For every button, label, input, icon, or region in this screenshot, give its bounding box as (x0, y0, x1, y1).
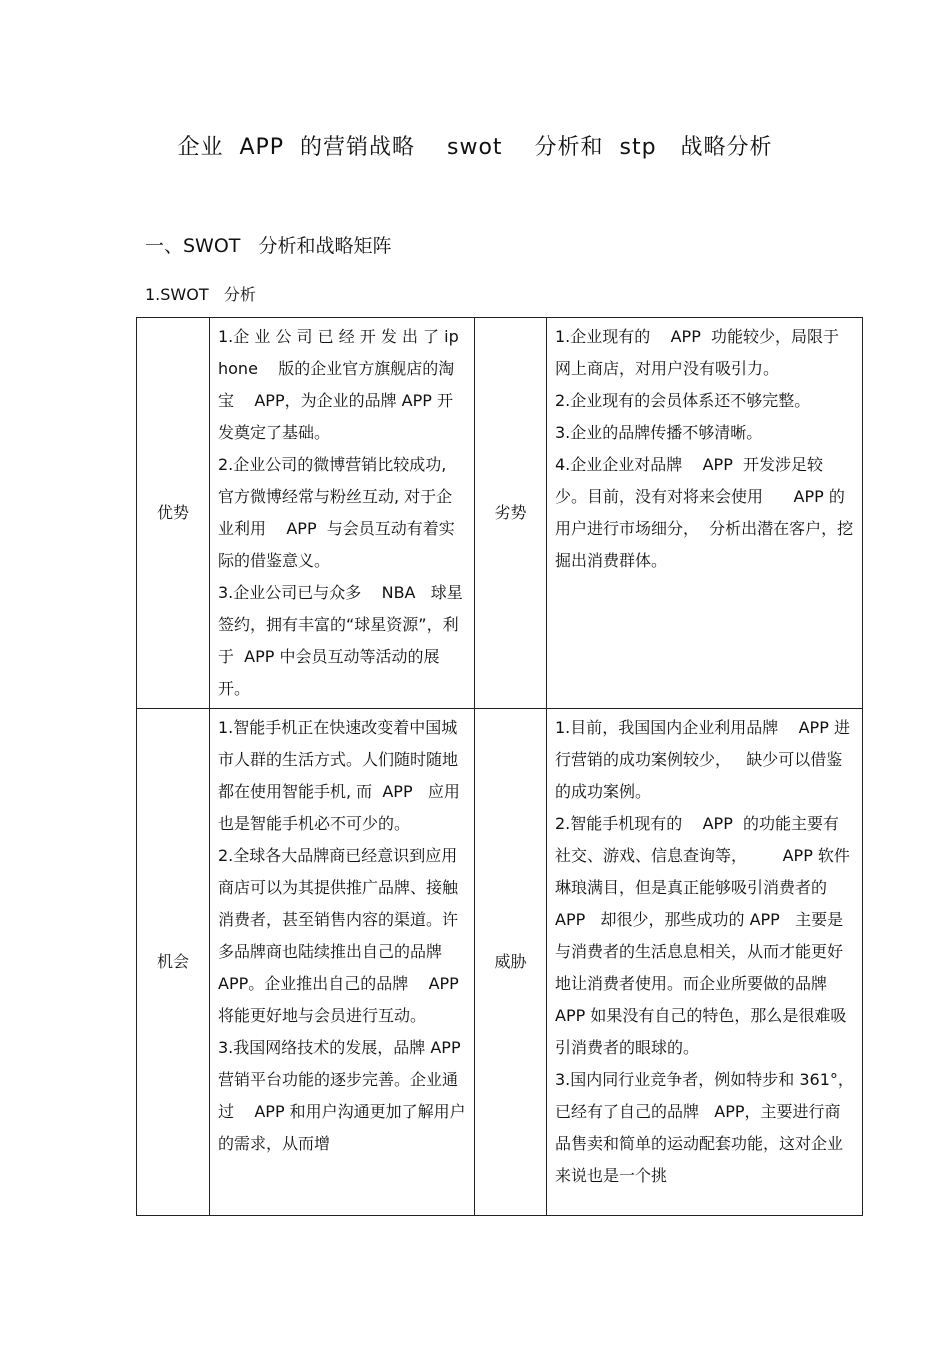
threats-cell (547, 709, 863, 1216)
opportunity-item: 1.智能手机正在快速改变着中国城市人群的生活方式。人们随时随地都在使用智能手机, 而 APP 应用也是智能手机必不可少的。 (218, 718, 460, 833)
weaknesses-cell (547, 318, 863, 709)
strength-item: 2.企业公司的微博营销比较成功, 官方微博经常与粉丝互动, 对于企业利用 APP 与会员互动有着实际的借鉴意义。 (218, 455, 455, 570)
threat-item: 3.国内同行业竞争者，例如特步和 361°，已经有了自己的品牌 APP，主要进行商品售卖和简单的运动配套功能，这对企业来说也是一个挑 (555, 1070, 854, 1185)
subsection-heading: 1.SWOT 分析 (145, 285, 256, 304)
strengths-label: 优势 (137, 318, 210, 709)
threats-label: 威胁 (475, 709, 547, 1216)
opportunity-item: 3.我国网络技术的发展，品牌 APP 营销平台功能的逐步完善。企业通过 APP 和用户沟通更加了解用户的需求，从而增 (218, 1038, 476, 1153)
opportunities-cell (210, 709, 475, 1216)
weakness-item: 3.企业的品牌传播不够清晰。 (555, 423, 763, 442)
swot-row-internal (137, 318, 863, 709)
opportunity-item: 2.全球各大品牌商已经意识到应用商店可以为其提供推广品牌、接触消费者，甚至销售内容的渠道。许多品牌商也陆续推出自己的品牌 APP。企业推出自己的品牌 APP 将能更好地与会员进行互动。 (218, 846, 475, 1025)
opportunities-label: 机会 (137, 709, 210, 1216)
weakness-item: 4.企业企业对品牌 APP 开发涉足较少。目前，没有对将来会使用 APP 的用户进行市场细分， 分析出潜在客户，挖掘出消费群体。 (555, 455, 854, 570)
weakness-item: 2.企业现有的会员体系还不够完整。 (555, 391, 811, 410)
swot-row-external (137, 709, 863, 1216)
swot-table (136, 317, 863, 1216)
weaknesses-label: 劣势 (475, 318, 547, 709)
strength-item: 3.企业公司已与众多 NBA 球星签约，拥有丰富的“球星资源”，利于 APP 中会员互动等活动的展开。 (218, 583, 463, 698)
strength-item: 1.企 业 公 司 已 经 开 发 出 了 iphone 版的企业官方旗舰店的淘宝 APP，为企业的品牌 APP 开发奠定了基础。 (218, 327, 459, 442)
threat-item: 1.目前，我国国内企业利用品牌 APP 进行营销的成功案例较少， 缺少可以借鉴的成功案例。 (555, 718, 850, 801)
document-title: 企业 APP 的营销战略 swot 分析和 stp 战略分析 (177, 135, 773, 160)
section-heading: 一、SWOT 分析和战略矩阵 (145, 235, 392, 257)
weakness-item: 1.企业现有的 APP 功能较少，局限于网上商店，对用户没有吸引力。 (555, 327, 840, 378)
strengths-cell (210, 318, 475, 709)
threat-item: 2.智能手机现有的 APP 的功能主要有社交、游戏、信息查询等， APP 软件琳琅满目，但是真正能够吸引消费者的 APP 却很少，那些成功的 APP 主要是与消费者的生活息息相关，从而才能更好地让消费者使用。而企业所要做的品牌 APP 如果没有自己的特色，那么是很难吸引消费者的眼球的。 (555, 814, 850, 1057)
